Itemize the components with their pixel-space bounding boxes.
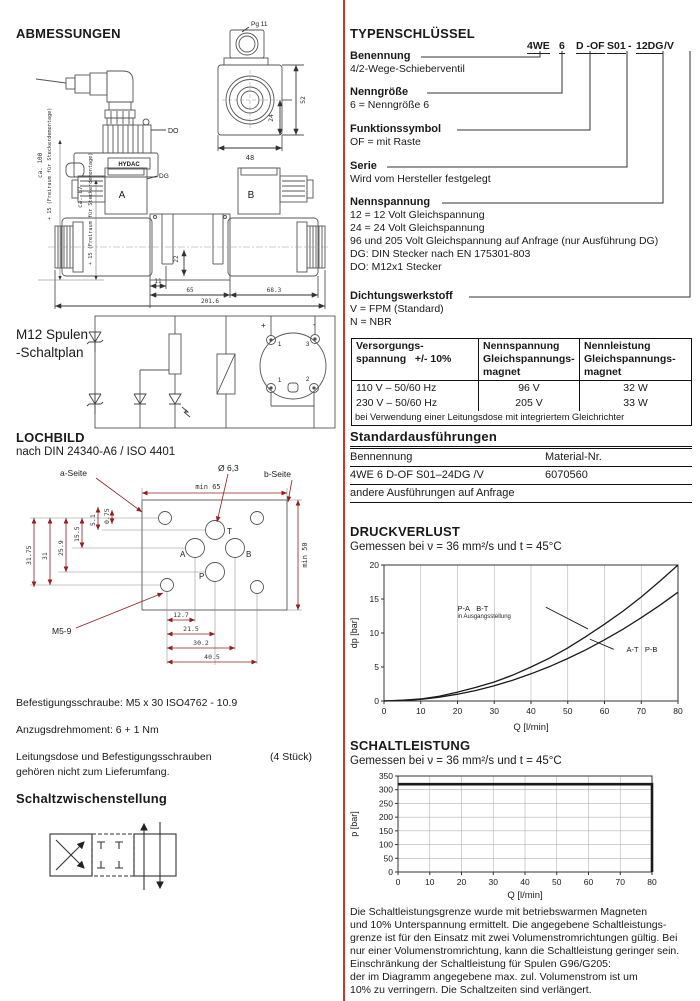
m12-schaltplan-title: M12 Spulen -Schaltplan (16, 327, 89, 360)
section-nenngroesse: Nenngröße (350, 86, 409, 98)
schaltleistung-chart (348, 770, 692, 902)
svg-text:0: 0 (388, 867, 393, 877)
lochbild-subtitle: nach DIN 24340-A6 / ISO 4401 (16, 446, 176, 458)
dim-min65: min 65 (195, 483, 221, 491)
svg-text:in Ausgangsstellung: in Ausgangsstellung (457, 614, 511, 621)
symbol-title: Schaltzwischenstellung (16, 791, 168, 806)
svg-text:0: 0 (374, 696, 379, 706)
schaltleistung-title: SCHALTLEISTUNG (350, 738, 471, 753)
pin-2-label: 2 (306, 377, 310, 383)
svg-text:350: 350 (378, 771, 393, 781)
dim-40-5: 40.5 (204, 653, 220, 661)
brand-label: HYDAC (118, 162, 140, 168)
svg-text:70: 70 (615, 877, 625, 887)
section-funktionssymbol: Funktionssymbol (350, 123, 442, 135)
nenngroesse-value: 6 = Nenngröße 6 (350, 99, 430, 111)
b-seite-label: b-Seite (264, 469, 291, 479)
typenschluessel-title: TYPENSCHLÜSSEL (350, 26, 475, 41)
svg-text:300: 300 (378, 784, 393, 795)
svg-text:A-T P-B: A-T P-B (626, 645, 658, 655)
dg-label: DG (159, 173, 169, 180)
port-a-label: A (180, 550, 186, 559)
plate-outline (142, 500, 287, 610)
table-row: 4WE 6 D-OF S01–24DG /V 6070560 (350, 467, 692, 485)
nennspannung-value-4: DG: DIN Stecker nach EN 175301-803 (350, 248, 531, 260)
pg11-label: Pg 11 (251, 21, 268, 28)
pin-1-label: 1 (278, 342, 282, 348)
port-t-label: T (227, 527, 232, 536)
note-scope-line1: Leitungsdose und Befestigungsschrauben (4 Stück) (16, 751, 312, 763)
dim-65: 65 (186, 287, 194, 294)
section-benennung: Benennung (350, 50, 411, 62)
dim-21-5: 21.5 (183, 625, 199, 633)
svg-text:10: 10 (416, 706, 426, 716)
svg-text:100: 100 (378, 839, 393, 850)
svg-text:dp [bar]: dp [bar] (349, 617, 359, 649)
note-screw: Befestigungsschraube: M5 x 30 ISO4762 - 10.9 (16, 697, 238, 709)
dim-freiraum-2: + 15 (Freiraum für Steckerdemontage) (88, 152, 94, 265)
note-torque: Anzugsdrehmoment: 6 + 1 Nm (16, 724, 159, 736)
druckverlust-chart (348, 556, 692, 734)
type-code-s01: S01 (607, 40, 626, 52)
section-dichtungswerkstoff: Dichtungswerkstoff (350, 290, 453, 302)
dim-ca100: ca. 100 (37, 152, 44, 178)
dim-24: 24 (267, 114, 275, 122)
port-p-label: P (199, 572, 205, 581)
dim-22: 22 (173, 255, 180, 263)
pin-4-label: 1 (278, 378, 282, 384)
druckverlust-title: DRUCKVERLUST (350, 524, 461, 539)
dichtung-value-1: V = FPM (Standard) (350, 303, 444, 315)
dim-68-3: 68.3 (266, 287, 282, 294)
svg-text:50: 50 (383, 853, 393, 864)
section-nennspannung: Nennspannung (350, 196, 431, 208)
a-seite-label: a-Seite (60, 468, 87, 478)
note-scope-line2: gehören nicht zum Lieferumfang. (16, 766, 170, 778)
schaltleistung-footnote: Die Schaltleistungsgrenze wurde mit betriebswarmen Magneten und 10% Unterspannung ermittelt. Die angegebene Schaltleistungs- grenze ist für den Einsatz mit zwei Volumenstromrichtungen gültig. Bei nur einer Volumenstromrichtung, kann die Schaltleistung geringer sein. Einschränkung der Schaltleistung für Spulen G96/G205: der im Diagramm angegebene max. zul. Volumenstrom ist um 10% zu verringern. Die Schaltzeiten sind verlängert. (350, 906, 680, 996)
pin-3-label: 3 (306, 342, 310, 348)
dimension-lines (34, 474, 298, 662)
benennung-value: 4/2-Wege-Schieberventil (350, 63, 465, 75)
lochbild-drawing (8, 460, 340, 674)
svg-text:p [bar]: p [bar] (349, 811, 359, 837)
svg-text:10: 10 (425, 877, 435, 887)
voltage-table (351, 338, 692, 426)
nennspannung-value-5: DO: M12x1 Stecker (350, 261, 442, 273)
dichtung-value-2: N = NBR (350, 316, 392, 328)
type-code-12dg: 12DG (636, 40, 664, 52)
svg-text:5: 5 (374, 662, 379, 672)
druckverlust-subtitle: Gemessen bei ν = 36 mm²/s und t = 45°C (350, 541, 562, 553)
dim-ca87: ca. 87 (77, 186, 84, 208)
svg-text:150: 150 (378, 825, 393, 836)
dim-31: 31 (41, 552, 49, 560)
do-connector-view (36, 71, 166, 177)
circuit-wiring (87, 316, 335, 428)
funktionssymbol-value: OF = mit Raste (350, 136, 421, 148)
standard-table-note: andere Ausführungen auf Anfrage (350, 485, 692, 503)
svg-text:Q [l/min]: Q [l/min] (507, 890, 543, 901)
svg-text:40: 40 (520, 877, 530, 887)
svg-text:0: 0 (395, 877, 401, 887)
table-row: 110 V – 50/60 Hz 96 V 32 W (352, 381, 691, 396)
dim-freiraum-1: + 15 (Freiraum für Steckerdemontage) (47, 107, 53, 220)
svg-text:40: 40 (526, 706, 536, 716)
dimension-drawing (8, 18, 340, 314)
nennspannung-value-3: 96 und 205 Volt Gleichspannung auf Anfrage (nur Ausführung DG) (350, 235, 659, 247)
svg-text:30: 30 (489, 706, 499, 716)
symbol-boxes (50, 822, 176, 890)
pin-minus-label: - (313, 320, 316, 329)
svg-text:70: 70 (636, 706, 646, 716)
svg-text:15: 15 (369, 594, 379, 604)
svg-text:60: 60 (599, 706, 610, 716)
svg-text:P-A B-T: P-A B-T (457, 604, 489, 614)
diameter-label: Ø 6,3 (218, 463, 239, 473)
nennspannung-value-2: 24 = 24 Volt Gleichspannung (350, 222, 485, 234)
voltage-table-header: Versorgungs- spannung +/- 10% Nennspannung Gleichspannungs- magnet Nennleistung Gleichspannungs- magnet (352, 339, 691, 381)
do-label: DO (168, 128, 179, 135)
svg-text:20: 20 (452, 706, 463, 716)
dim-min50: min 50 (301, 542, 309, 568)
svg-text:80: 80 (647, 877, 657, 887)
port-b-label: B (246, 550, 252, 559)
standard-title: Standardausführungen (350, 429, 498, 444)
serie-value: Wird vom Hersteller festgelegt (350, 173, 491, 185)
dim-52: 52 (299, 96, 307, 104)
type-code-4we: 4WE (527, 40, 550, 52)
type-code-dash: - (628, 40, 632, 52)
svg-text:20: 20 (369, 560, 379, 570)
dim-15-5: 15.5 (73, 526, 81, 542)
svg-text:0: 0 (381, 706, 387, 716)
extension-lines (30, 488, 302, 665)
m5-9-label: M5-9 (52, 626, 72, 636)
type-code-6: 6 (559, 40, 565, 52)
section-serie: Serie (350, 160, 377, 172)
svg-text:60: 60 (583, 877, 594, 887)
dim-30-2: 30.2 (193, 639, 209, 647)
valve-side-view (38, 140, 330, 309)
dim-31-75: 31.75 (25, 545, 33, 565)
coil-front-view (218, 27, 304, 151)
dim-48: 48 (245, 154, 255, 162)
svg-text:10: 10 (369, 628, 379, 638)
svg-text:200: 200 (378, 812, 393, 823)
dim-11: 11 (154, 278, 162, 285)
dim-25-9: 25.9 (57, 540, 65, 556)
solenoid-a-label: A (118, 190, 126, 201)
type-code-d-of: D -OF (576, 40, 605, 52)
svg-text:30: 30 (488, 877, 498, 887)
svg-text:250: 250 (378, 798, 393, 809)
pin-plus-label: + (261, 321, 266, 330)
standard-table-header: Bennennung Material-Nr. (350, 449, 692, 467)
type-code-v: /V (664, 40, 674, 52)
svg-text:50: 50 (552, 877, 562, 887)
solenoid-b-label: B (247, 190, 255, 201)
m12-circuit-diagram (8, 306, 340, 446)
svg-text:80: 80 (673, 706, 683, 716)
dim-12-7: 12.7 (173, 611, 189, 619)
table-row: 230 V – 50/60 Hz 205 V 33 W (352, 396, 691, 411)
svg-text:20: 20 (456, 877, 467, 887)
abmessungen-title: ABMESSUNGEN (16, 26, 121, 41)
dim-5-1: 5.1 (89, 514, 97, 526)
nennspannung-value-1: 12 = 12 Volt Gleichspannung (350, 209, 485, 221)
lochbild-title: LOCHBILD (16, 430, 85, 445)
schaltleistung-subtitle: Gemessen bei ν = 36 mm²/s und t = 45°C (350, 755, 562, 767)
table-footnote: bei Verwendung einer Leitungsdose mit integriertem Gleichrichter (355, 412, 625, 422)
dim-201-6: 201.6 (200, 298, 220, 305)
svg-text:50: 50 (563, 706, 573, 716)
standard-table (350, 446, 692, 503)
dim-0-75: 0.75 (103, 508, 111, 524)
valve-symbol (20, 812, 210, 900)
svg-text:Q [l/min]: Q [l/min] (513, 722, 549, 733)
